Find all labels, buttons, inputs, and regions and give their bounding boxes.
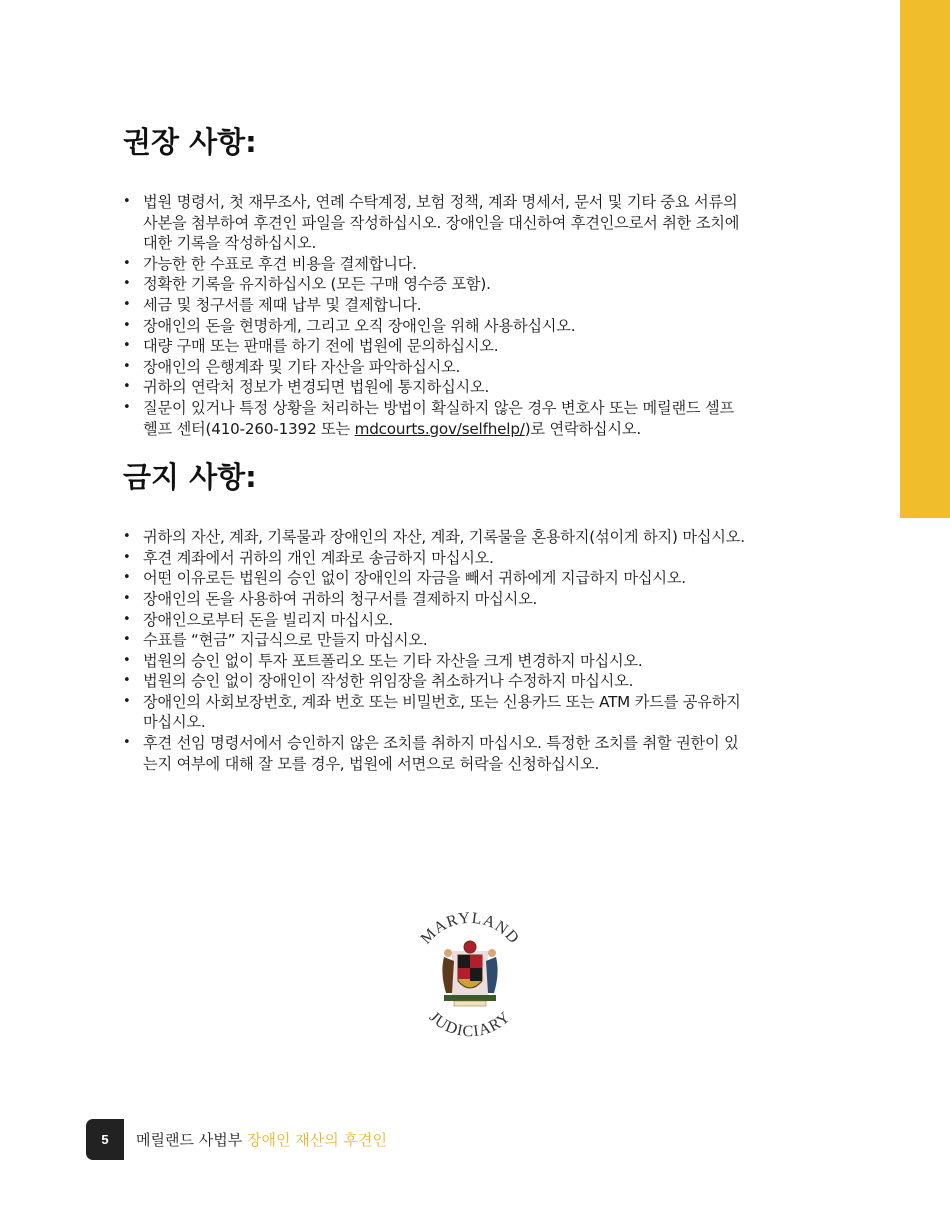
list-item: • 수표를 “현금” 지급식으로 만들지 마십시오. [123,630,748,651]
list-item: • 법원의 승인 없이 투자 포트폴리오 또는 기타 자산을 크게 변경하지 마십시오. [123,651,748,672]
list-item: • 귀하의 자산, 계좌, 기록물과 장애인의 자산, 계좌, 기록물을 혼용하지(섞이게 하지) 마십시오. [123,527,748,548]
donts-list [123,527,748,774]
seal-top-text: MARYLAND [417,909,523,948]
main-content [123,122,748,774]
dos-list [123,192,748,439]
list-item: • 후견 선임 명령서에서 승인하지 않은 조치를 취하지 마십시오. 특정한 조치를 취할 권한이 있는지 여부에 대해 잘 모를 경우, 법원에 서면으로 허락을 신청하십시오. [123,733,748,774]
list-item-text: )로 연락하십시오. [524,419,641,438]
list-item: • 장애인으로부터 돈을 빌리지 마십시오. [123,610,748,631]
list-item: • 어떤 이유로든 법원의 승인 없이 장애인의 자금을 빼서 귀하에게 지급하지 마십시오. [123,568,748,589]
coat-of-arms-icon [442,941,497,1006]
page-number: 5 [86,1119,124,1160]
footer-title [136,1129,387,1150]
donts-heading: 금지 사항: [123,460,257,495]
seal-bottom-text: JUDICIARY [425,1008,515,1041]
list-item [123,398,748,439]
selfhelp-link[interactable]: mdcourts.gov/selfhelp/ [354,419,525,438]
list-item: • 후견 계좌에서 귀하의 개인 계좌로 송금하지 마십시오. [123,548,748,569]
footer-doc-title: 장애인 재산의 후견인 [246,1130,387,1149]
list-item: • 장애인의 사회보장번호, 계좌 번호 또는 비밀번호, 또는 신용카드 또는 ATM 카드를 공유하지 마십시오. [123,692,748,733]
list-item: • 귀하의 연락처 정보가 변경되면 법원에 통지하십시오. [123,377,748,398]
list-item: • 대량 구매 또는 판매를 하기 전에 법원에 문의하십시오. [123,336,748,357]
list-item: • 장애인의 돈을 사용하여 귀하의 청구서를 결제하지 마십시오. [123,589,748,610]
list-item: • 법원의 승인 없이 장애인이 작성한 위임장을 취소하거나 수정하지 마십시오. [123,671,748,692]
list-item: • 세금 및 청구서를 제때 납부 및 결제합니다. [123,295,748,316]
side-color-tab [900,0,950,518]
list-item: • 가능한 한 수표로 후견 비용을 결제합니다. [123,254,748,275]
seal-svg [400,903,540,1053]
dos-heading: 권장 사항: [123,125,257,159]
list-item: • 정확한 기록을 유지하십시오 (모든 구매 영수증 포함). [123,274,748,295]
footer-org: 메릴랜드 사법부 [136,1130,243,1149]
list-item-text: 질문이 있거나 특정 상황을 처리하는 방법이 확실하지 않은 경우 변호사 또는 메릴랜드 셀프 헬프 센터(410-260-1392 또는 [143,398,734,438]
list-item: • 장애인의 은행계좌 및 기타 자산을 파악하십시오. [123,357,748,378]
maryland-judiciary-seal [400,903,540,1053]
page-footer [86,1119,387,1159]
list-item: • 법원 명령서, 첫 재무조사, 연례 수탁계정, 보험 정책, 계좌 명세서, 문서 및 기타 중요 서류의 사본을 첨부하여 후견인 파일을 작성하십시오. 장애인을 대신하여 후견인으로서 취한 조치에 대한 기록을 작성하십시오. [123,192,748,254]
list-item: • 장애인의 돈을 현명하게, 그리고 오직 장애인을 위해 사용하십시오. [123,316,748,337]
